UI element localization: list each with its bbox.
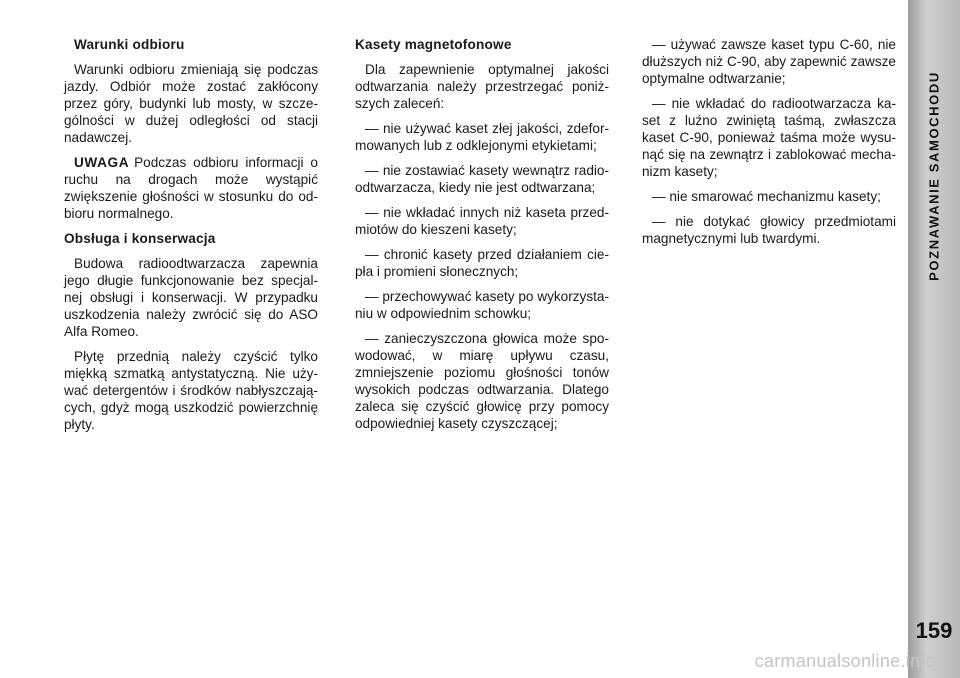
maintenance-heading: Obsługa i konserwacja bbox=[64, 231, 216, 246]
list-item: — nie dotykać głowicy przedmiotami magnetycznymi lub twardymi. bbox=[642, 214, 896, 246]
cassettes-intro: Dla zapewnienie optymalnej jakości odtwarzania należy przestrzegać poniż-szych zaleceń: bbox=[355, 62, 609, 111]
list-item: — nie wkładać do radiootwarzacza ka-set z luźno zwiniętą taśmą, zwłaszcza kaset C-90, ponieważ taśma może wysu-nąć się na zewnątrz i zablokować mecha-nizm kasety; bbox=[642, 96, 896, 179]
page-number: 159 bbox=[915, 618, 953, 643]
maintenance-paragraph: Budowa radioodtwarzacza zapewnia jego długie funkcjonowanie bez specjal-nej obsługi i konserwacji. W przypadku uszkodzenia należy zwrócić się do ASO Alfa Romeo. bbox=[64, 256, 318, 339]
note-text: Podczas odbioru informacji o ruchu na drogach może wystąpić zwiększenie głośności w stosunku do od-bioru normalnego. bbox=[64, 155, 318, 221]
list-item: — chronić kasety przed działaniem cie-pła i promieni słonecznych; bbox=[355, 247, 609, 279]
list-item: — nie używać kaset złej jakości, zdefor-mowanych lub z odklejonymi etykietami; bbox=[355, 121, 609, 153]
watermark: carmanualsonline.info bbox=[754, 651, 936, 671]
list-item: — używać zawsze kaset typu C-60, nie dłuższych niż C-90, aby zapewnić zawsze optymalne odtwarzanie; bbox=[642, 37, 896, 86]
list-item: — nie zostawiać kasety wewnątrz radio-odtwarzacza, kiedy nie jest odtwarzana; bbox=[355, 163, 609, 195]
list-item: — nie smarować mechanizmu kasety; bbox=[652, 189, 881, 204]
middle-column bbox=[355, 36, 609, 440]
reception-heading: Warunki odbioru bbox=[74, 37, 185, 52]
reception-paragraph: Warunki odbioru zmieniają się podczas jazdy. Odbiór może zostać zakłócony przez góry, budynki lub mosty, w szcze-gólności w dużej odległości od stacji nadawczej. bbox=[64, 62, 318, 145]
list-item: — nie wkładać innych niż kaseta przed-miotów do kieszeni kasety; bbox=[355, 205, 609, 237]
section-title: POZNAWANIE SAMOCHODU bbox=[926, 71, 942, 281]
cleaning-paragraph: Płytę przednią należy czyścić tylko miękką szmatką antystatyczną. Nie uży-wać detergentów i środków nabłyszczają-cych, gdyż mogą uszkodzić powierzchnię płyty. bbox=[64, 349, 318, 432]
cassettes-heading: Kasety magnetofonowe bbox=[355, 37, 512, 52]
note-label: UWAGA bbox=[74, 155, 130, 170]
list-item: — przechowywać kasety po wykorzysta-niu w odpowiednim schowku; bbox=[355, 289, 610, 321]
list-item: — zanieczyszczona głowica może spo-wodować, w miarę upływu czasu, zmniejszenie poziomu głośności tonów wysokich podczas odtwarzania. Dlatego zaleca się czyścić głowicę przy pomocy odpowiedniej kasety czyszczącej; bbox=[355, 331, 609, 431]
note-paragraph bbox=[64, 154, 318, 222]
right-column bbox=[642, 36, 896, 255]
left-column bbox=[64, 36, 318, 441]
